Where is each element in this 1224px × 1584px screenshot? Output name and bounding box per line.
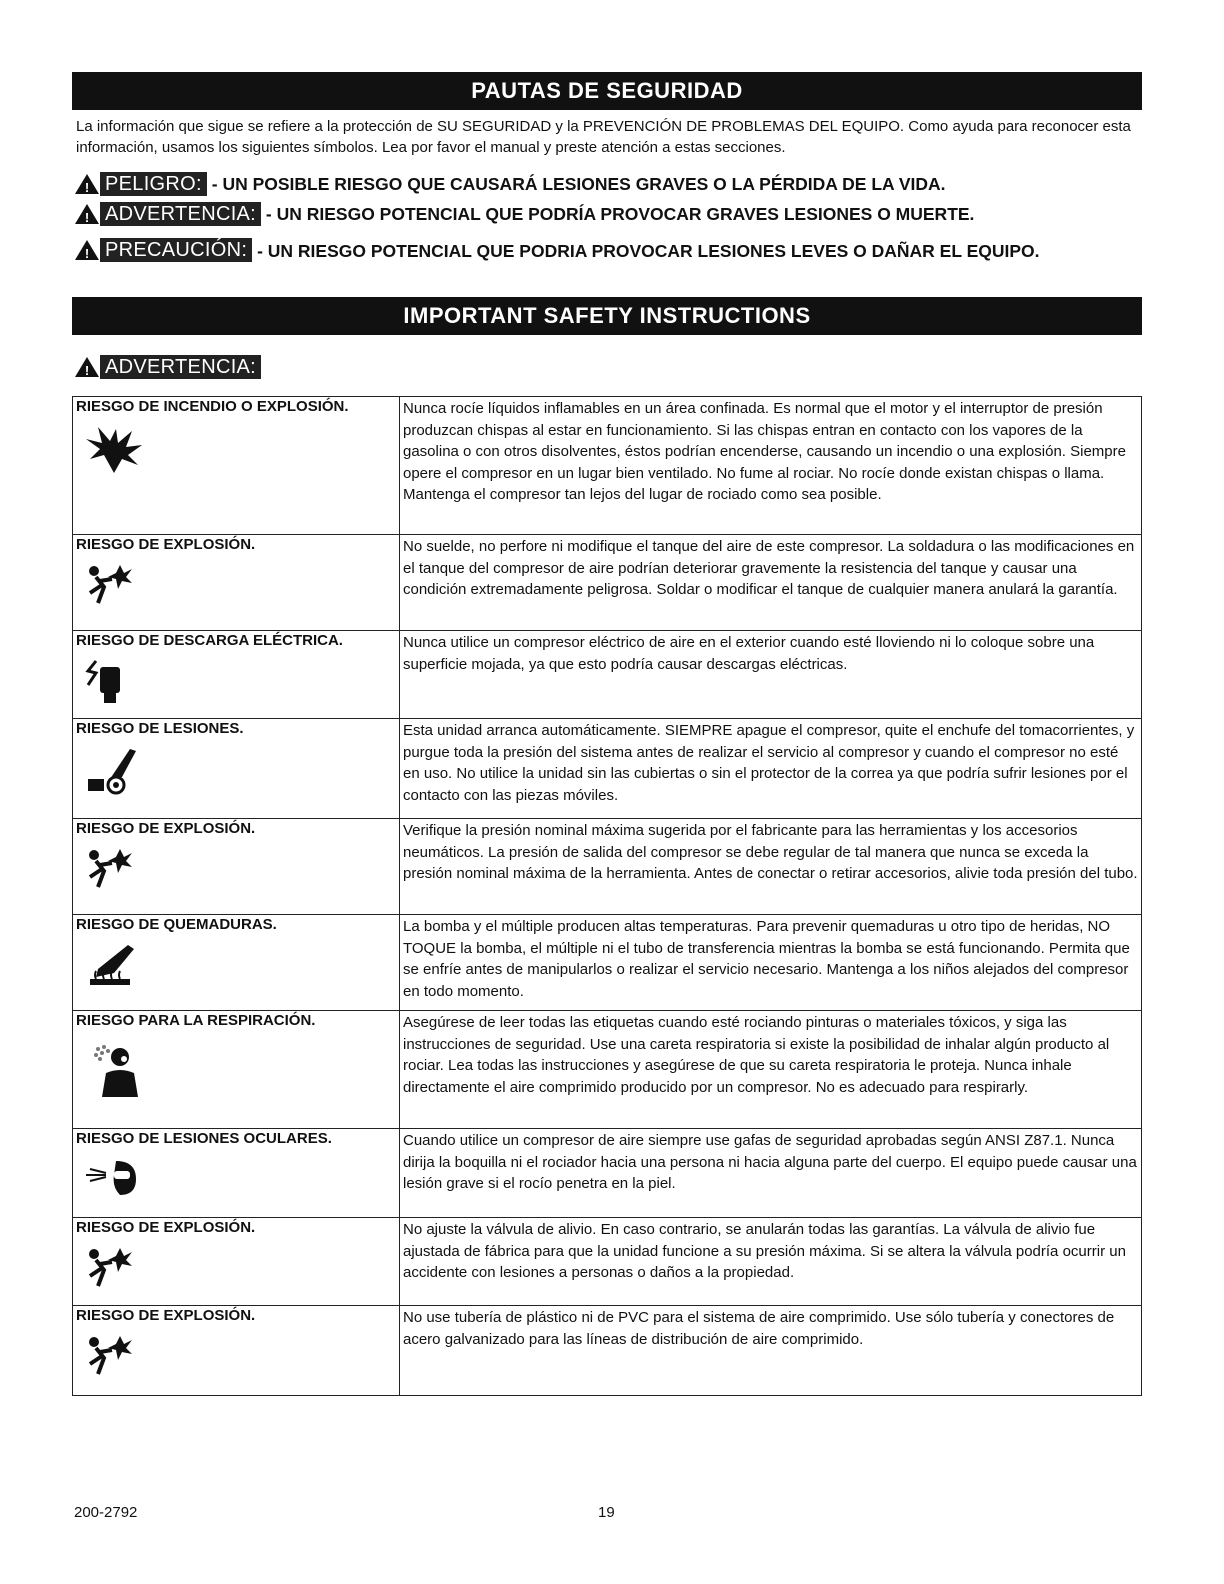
hazard-cell <box>73 1011 400 1129</box>
hazard-name: RIESGO DE DESCARGA ELÉCTRICA. <box>76 632 343 649</box>
hazard-cell <box>73 535 400 631</box>
svg-text:!: ! <box>84 210 90 226</box>
hazard-cell <box>73 397 400 535</box>
explosion-person-icon <box>84 563 134 605</box>
important-safety-banner: IMPORTANT SAFETY INSTRUCTIONS <box>72 297 1142 335</box>
hazard-description: Esta unidad arranca automáticamente. SIEMPRE apague el compresor, quite el enchufe del tomacorrientes, y purgue toda la presión del sistema antes de realizar el servicio al compresor y cuando el compresor no esté en uso. No utilice la unidad sin las cubiertas o sin el protector de la correa ya que podría sufrir lesiones por el contacto con las piezas móviles. <box>400 719 1142 819</box>
hazard-table <box>72 396 1142 1396</box>
explosion-person-icon <box>84 1334 134 1376</box>
hazard-name: RIESGO DE EXPLOSIÓN. <box>76 1307 256 1324</box>
advertencia-heading <box>74 355 261 379</box>
hazard-cell <box>73 1218 400 1306</box>
signal-peligro <box>74 172 946 196</box>
table-row <box>73 819 1142 915</box>
precaucion-text: - UN RIESGO POTENCIAL QUE PODRIA PROVOCAR LESIONES LEVES O DAÑAR EL EQUIPO. <box>257 241 1040 261</box>
table-row <box>73 535 1142 631</box>
svg-text:!: ! <box>84 363 90 379</box>
peligro-text: - UN POSIBLE RIESGO QUE CAUSARÁ LESIONES GRAVES O LA PÉRDIDA DE LA VIDA. <box>211 174 946 195</box>
hazard-description: Nunca rocíe líquidos inflamables en un área confinada. Es normal que el motor y el interruptor de presión produzcan chispas al estar en funcionamiento. Si las chispas entran en contacto con los vapores de la gasolina o con otros disolventes, éstos podrían encenderse, causando un incendio o una explosión. Siempre opere el compresor en un lugar bien ventilado. No fume al rociar. No rocíe donde existan chispas o llama. Mantenga el compresor tan lejos del lugar de rociado como sea posible. <box>400 397 1142 535</box>
hazard-description: Cuando utilice un compresor de aire siempre use gafas de seguridad aprobadas según ANSI Z87.1. Nunca dirija la boquilla ni el rociador hacia una persona ni hacia alguna parte del cuerpo. El equipo puede causar una lesión grave si el rocío penetra en la piel. <box>400 1129 1142 1218</box>
table-row <box>73 915 1142 1011</box>
peligro-label: PELIGRO: <box>100 172 207 196</box>
intro-paragraph: La información que sigue se refiere a la protección de SU SEGURIDAD y la PREVENCIÓN DE PROBLEMAS DEL EQUIPO. Como ayuda para reconocer esta información, usamos los siguientes símbolos. Lea por favor el manual y preste atención a estas secciones. <box>76 118 1131 156</box>
advertencia-text: - UN RIESGO POTENCIAL QUE PODRÍA PROVOCAR GRAVES LESIONES O MUERTE. <box>265 204 975 225</box>
table-row <box>73 1129 1142 1218</box>
hazard-cell <box>73 1306 400 1396</box>
hazard-description: No suelde, no perfore ni modifique el tanque del aire de este compresor. La soldadura o las modificaciones en el tanque del compresor de aire podrían deteriorar gravemente la resistencia del tanque y causar una condición extremadamente peligrosa. Soldar o modificar el tanque de cualquier manera anulará la garantía. <box>400 535 1142 631</box>
electric-shock-hand-icon <box>84 659 124 705</box>
fire-explosion-icon <box>84 425 144 475</box>
table-row <box>73 1011 1142 1129</box>
warning-triangle-icon <box>74 203 100 225</box>
precaucion-label: PRECAUCIÓN: <box>100 238 252 262</box>
hazard-name: RIESGO DE LESIONES OCULARES. <box>76 1130 332 1147</box>
hazard-name: RIESGO DE EXPLOSIÓN. <box>76 1219 256 1236</box>
document-number: 200-2792 <box>74 1504 138 1521</box>
hazard-description: Nunca utilice un compresor eléctrico de aire en el exterior cuando esté lloviendo ni lo coloque sobre una superficie mojada, ya que esto podría causar descargas eléctricas. <box>400 631 1142 719</box>
hazard-cell <box>73 819 400 915</box>
hazard-description: No ajuste la válvula de alivio. En caso contrario, se anularán todas las garantías. La válvula de alivio fue ajustada de fábrica para que la unidad funcione a su presión máxima. Si se altera la válvula podría ocurrir un accidente con lesiones a personas o daños a la propiedad. <box>400 1218 1142 1306</box>
table-row <box>73 719 1142 819</box>
hazard-cell <box>73 1129 400 1218</box>
warning-triangle-icon <box>74 356 100 378</box>
table-row <box>73 397 1142 535</box>
hazard-name: RIESGO DE LESIONES. <box>76 720 244 737</box>
hazard-cell <box>73 915 400 1011</box>
hazard-description: Verifique la presión nominal máxima sugerida por el fabricante para las herramientas y los accesorios neumáticos. La presión de salida del compresor se debe regular de tal manera que nunca se exceda la presión nominal máxima de la herramienta. Antes de conectar o retirar accesorios, alivie toda presión del tubo. <box>400 819 1142 915</box>
explosion-person-icon <box>84 1246 134 1288</box>
respirator-icon <box>84 1039 144 1101</box>
svg-text:!: ! <box>84 246 90 262</box>
hazard-description: Asegúrese de leer todas las etiquetas cuando esté rociando pinturas o materiales tóxicos, y siga las instrucciones de seguridad. Use una careta respiratoria si existe la posibilidad de inhalar algún producto al rociar. Lea todas las instrucciones y asegúrese de que su careta respiratoria le proteja. Nunca inhale directamente el aire comprimido producido por un compresor. No es adecuado para respirarly. <box>400 1011 1142 1129</box>
hazard-name: RIESGO PARA LA RESPIRACIÓN. <box>76 1012 316 1029</box>
signal-precaucion <box>74 238 1077 262</box>
hazard-name: RIESGO DE EXPLOSIÓN. <box>76 536 256 553</box>
explosion-person-icon <box>84 847 134 889</box>
hazard-description: No use tubería de plástico ni de PVC para el sistema de aire comprimido. Use sólo tubería y conectores de acero galvanizado para las líneas de distribución de aire comprimido. <box>400 1306 1142 1396</box>
hazard-name: RIESGO DE EXPLOSIÓN. <box>76 820 256 837</box>
pautas-banner: PAUTAS DE SEGURIDAD <box>72 72 1142 110</box>
eye-injury-icon <box>84 1157 140 1197</box>
table-row <box>73 1218 1142 1306</box>
advertencia-label: ADVERTENCIA: <box>100 202 261 226</box>
advertencia-heading-label: ADVERTENCIA: <box>100 355 261 379</box>
burn-hand-icon <box>84 943 136 989</box>
page-number: 19 <box>598 1504 615 1521</box>
moving-parts-hand-icon <box>84 747 140 797</box>
table-row <box>73 1306 1142 1396</box>
table-row <box>73 631 1142 719</box>
hazard-cell <box>73 719 400 819</box>
svg-text:!: ! <box>84 180 90 196</box>
hazard-name: RIESGO DE QUEMADURAS. <box>76 916 277 933</box>
warning-triangle-icon <box>74 173 100 195</box>
hazard-cell <box>73 631 400 719</box>
signal-advertencia <box>74 202 974 226</box>
hazard-name: RIESGO DE INCENDIO O EXPLOSIÓN. <box>76 398 349 415</box>
hazard-description: La bomba y el múltiple producen altas temperaturas. Para prevenir quemaduras u otro tipo de heridas, NO TOQUE la bomba, el múltiple ni el tubo de transferencia mientras la bomba se está funcionando. Permita que se enfríe antes de manipularlos o realizar el servicio necesario. Mantenga a los niños alejados del compresor en todo momento. <box>400 915 1142 1011</box>
warning-triangle-icon <box>74 239 100 261</box>
